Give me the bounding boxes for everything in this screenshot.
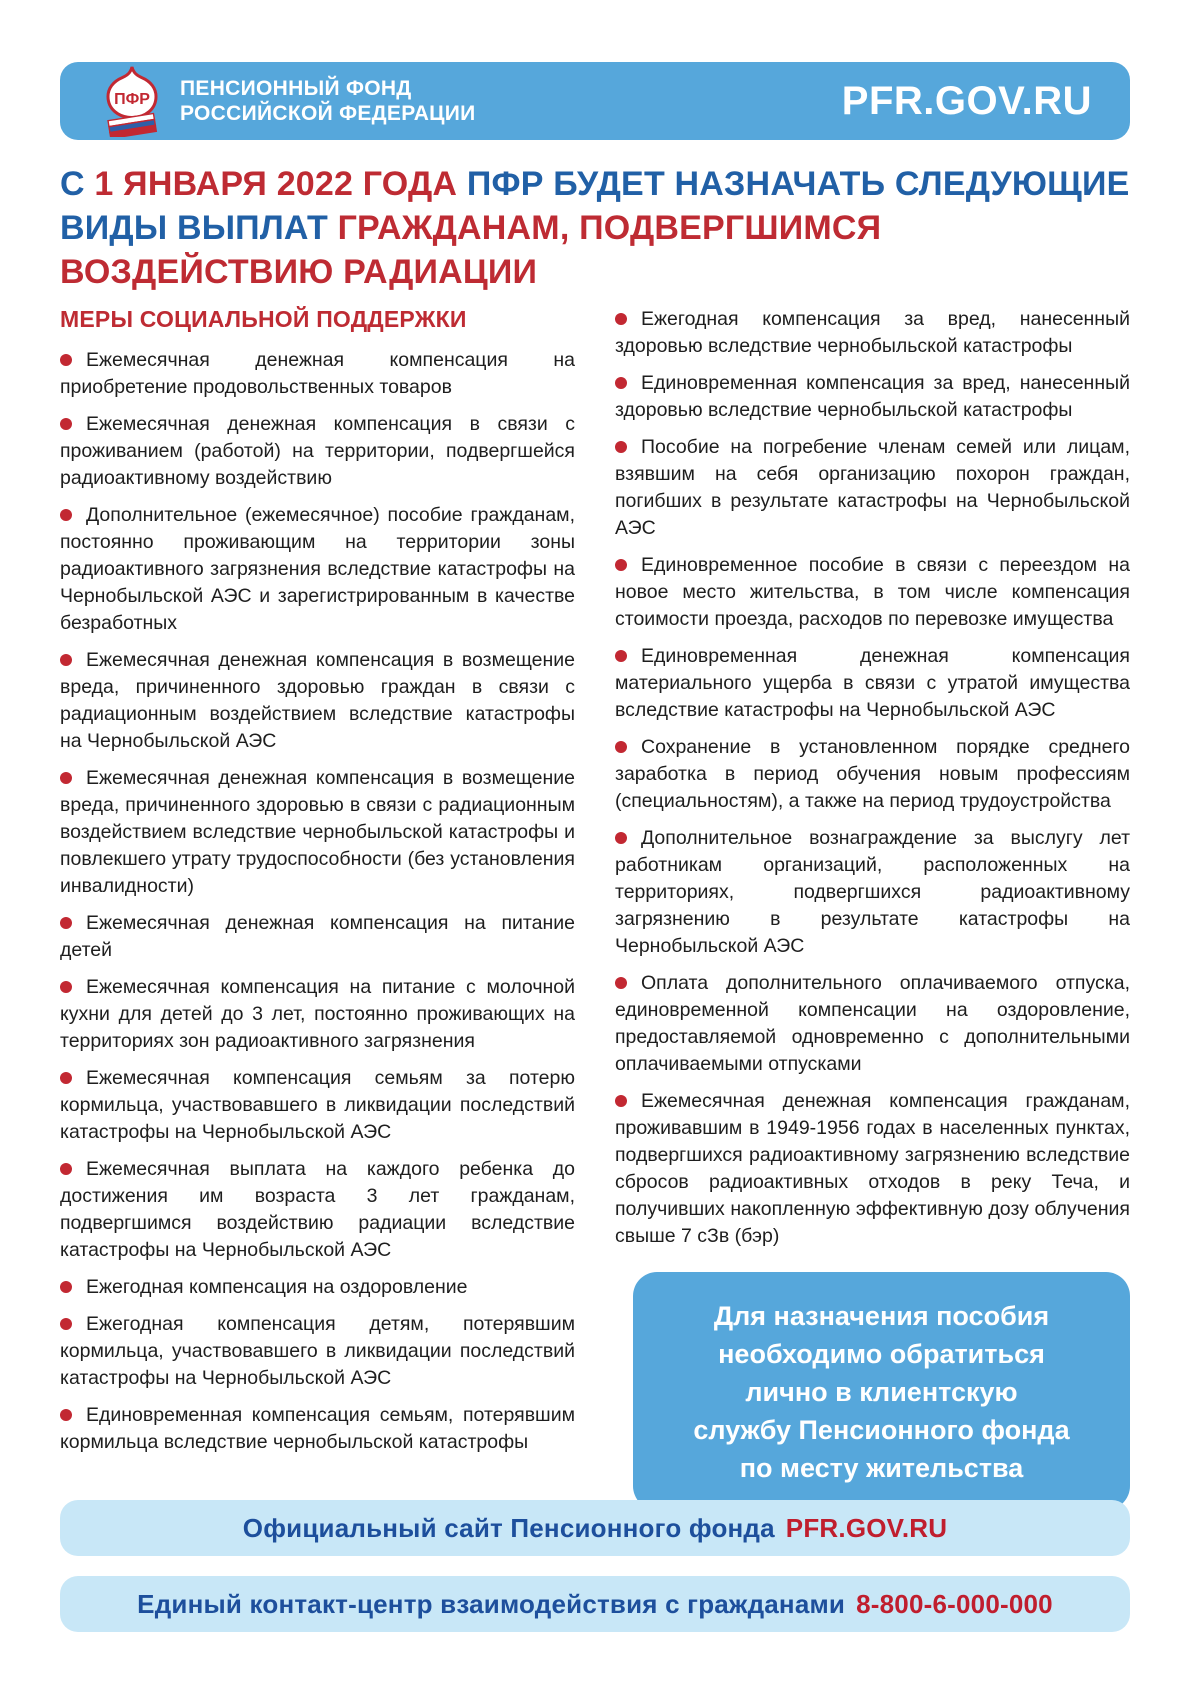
list-item [60,974,575,1055]
bullet-dot-icon [60,354,72,366]
notice-box [633,1272,1130,1510]
footer-site-bar [60,1500,1130,1556]
bullet-dot-icon [60,509,72,521]
benefits-columns [60,306,1130,1510]
list-item-text: Ежемесячная денежная компенсация в связи с проживанием (работой) на территории, подвергшейся радиоактивному воздействию [60,413,575,489]
section-heading: МЕРЫ СОЦИАЛЬНОЙ ПОДДЕРЖКИ [60,306,467,332]
list-item [60,647,575,755]
list-item [60,502,575,637]
bullet-dot-icon [60,1072,72,1084]
bullet-dot-icon [615,650,627,662]
list-item [60,1311,575,1392]
notice-line: Для назначения пособия [713,1301,1050,1331]
bullet-dot-icon [60,418,72,430]
list-item-text: Дополнительное вознаграждение за выслугу лет работникам организаций, расположенных на территориях, подвергшихся радиоактивному загрязнению в результате катастрофы на Чернобыльской АЭС [615,827,1130,957]
notice-line: лично в клиентскую [745,1377,1018,1407]
title-segment: ГРАЖДАНАМ, ПОДВЕРГШИМСЯ ВОЗДЕЙСТВИЮ РАДИАЦИИ [60,209,882,291]
list-item [615,643,1130,724]
list-item [60,765,575,900]
list-item [615,306,1130,360]
bullet-dot-icon [615,1095,627,1107]
list-item [60,1402,575,1456]
notice-line: службу Пенсионного фонда [693,1415,1070,1445]
list-item-text: Ежемесячная денежная компенсация в возмещение вреда, причиненного здоровью в связи с радиационным воздействием вследствие чернобыльской катастрофы и повлекшего утрату трудоспособности (без установления инвалидности) [60,767,575,897]
bullet-dot-icon [615,377,627,389]
bullet-dot-icon [615,441,627,453]
title-segment: С [60,165,85,203]
svg-text:ПФР: ПФР [114,91,150,108]
footer-contact-label: Единый контакт-центр взаимодействия с гражданами [137,1588,846,1619]
list-item [60,910,575,964]
bullet-dot-icon [615,313,627,325]
pfr-emblem-icon [100,65,164,137]
right-column [615,306,1130,1510]
list-item-text: Ежемесячная денежная компенсация на питание детей [60,912,575,961]
list-item-text: Единовременная компенсация за вред, нанесенный здоровью вследствие чернобыльской катастрофы [615,372,1130,421]
list-item-text: Ежемесячная денежная компенсация в возмещение вреда, причиненного здоровью граждан в связи с радиационным воздействием вследствие катастрофы на Чернобыльской АЭС [60,649,575,752]
list-item [60,347,575,401]
list-item [615,734,1130,815]
page-title [60,162,1138,294]
list-item-text: Дополнительное (ежемесячное) пособие гражданам, постоянно проживающим на территории зоны радиоактивного загрязнения вследствие катастрофы на Чернобыльской АЭС и зарегистрированным в качестве безработных [60,504,575,634]
bullet-dot-icon [615,741,627,753]
header-bar [60,62,1130,140]
list-item-text: Единовременная компенсация семьям, потерявшим кормильца вследствие чернобыльской катастрофы [60,1404,575,1453]
list-item-text: Ежемесячная денежная компенсация на приобретение продовольственных товаров [60,349,575,398]
notice-line: необходимо обратиться [718,1339,1045,1369]
list-item-text: Единовременная денежная компенсация материального ущерба в связи с утратой имущества вследствие катастрофы на Чернобыльской АЭС [615,645,1130,721]
list-item-text: Сохранение в установленном порядке среднего заработка в период обучения новым профессиям (специальностям), а также на период трудоустройства [615,736,1130,812]
bullet-dot-icon [60,1163,72,1175]
list-item-text: Ежегодная компенсация на оздоровление [86,1276,468,1298]
title-segment: ПФР БУДЕТ НАЗНАЧАТЬ СЛЕДУЮЩИЕ ВИДЫ ВЫПЛАТ [60,165,1130,247]
footer-contact-bar [60,1576,1130,1632]
list-item-text: Пособие на погребение членам семей или лицам, взявшим на себя организацию похорон граждан, погибших в результате катастрофы на Чернобыльской АЭС [615,436,1130,539]
left-column [60,306,575,1510]
list-item-text: Ежегодная компенсация детям, потерявшим кормильца, участвовавшего в ликвидации последствий катастрофы на Чернобыльской АЭС [60,1313,575,1389]
list-item [60,1274,575,1301]
title-segment: 1 ЯНВАРЯ 2022 ГОДА [94,165,458,203]
bullet-dot-icon [60,1409,72,1421]
footer-site-label: Официальный сайт Пенсионного фонда [242,1512,775,1543]
list-item-text: Ежемесячная денежная компенсация гражданам, проживавшим в 1949-1956 годах в населенных пунктах, подвергшихся радиоактивному загрязнению вследствие сбросов радиоактивных отходов в реку Теча, и получивших накопленную эффективную дозу облучения свыше 7 сЗв (бэр) [615,1090,1130,1247]
list-item-text: Оплата дополнительного оплачиваемого отпуска, единовременной компенсации на оздоровление, предоставляемой одновременно с дополнительными оплачиваемыми отпусками [615,972,1130,1075]
notice-line: по месту жительства [739,1453,1024,1483]
brand-name-line1: ПЕНСИОННЫЙ ФОНД [180,77,412,100]
list-item [60,1065,575,1146]
bullet-dot-icon [615,559,627,571]
list-item-text: Ежемесячная компенсация семьям за потерю кормильца, участвовавшего в ликвидации последствий катастрофы на Чернобыльской АЭС [60,1067,575,1143]
list-item-text: Ежемесячная компенсация на питание с молочной кухни для детей до 3 лет, постоянно проживающих на территориях зон радиоактивного загрязнения [60,976,575,1052]
list-item [60,411,575,492]
list-item [615,1088,1130,1250]
list-item [615,970,1130,1078]
pfr-logo [100,65,476,137]
bullet-dot-icon [60,1318,72,1330]
list-item [615,825,1130,960]
bullet-dot-icon [60,917,72,929]
bullet-dot-icon [615,977,627,989]
list-item [615,370,1130,424]
list-item [615,552,1130,633]
bullet-dot-icon [60,772,72,784]
bullet-dot-icon [60,1281,72,1293]
list-item [615,434,1130,542]
footer-contact-phone[interactable]: 8-800-6-000-000 [856,1588,1053,1619]
list-item-text: Единовременное пособие в связи с переездом на новое место жительства, в том числе компенсация стоимости проезда, расходов по перевозке имущества [615,554,1130,630]
bullet-dot-icon [615,832,627,844]
list-item-text: Ежемесячная выплата на каждого ребенка до достижения им возраста 3 лет гражданам, подвергшимся воздействию радиации вследствие катастрофы на Чернобыльской АЭС [60,1158,575,1261]
footer-site-link[interactable]: PFR.GOV.RU [785,1512,948,1543]
header-website-link[interactable]: PFR.GOV.RU [841,78,1092,123]
list-item [60,1156,575,1264]
brand-name-line2: РОССИЙСКОЙ ФЕДЕРАЦИИ [180,102,476,125]
bullet-dot-icon [60,654,72,666]
bullet-dot-icon [60,981,72,993]
list-item-text: Ежегодная компенсация за вред, нанесенный здоровью вследствие чернобыльской катастрофы [615,308,1130,357]
russian-flag-ribbon-icon [108,114,156,137]
brand-name [180,76,476,126]
